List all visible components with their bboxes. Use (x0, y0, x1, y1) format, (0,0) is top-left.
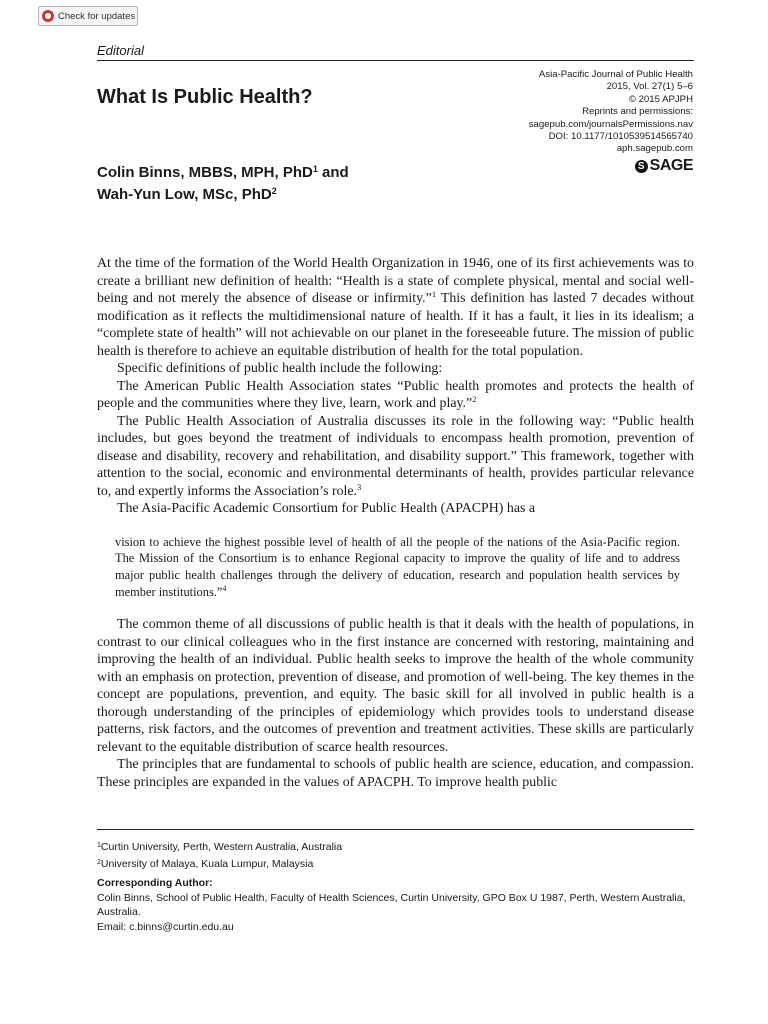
affiliation-2-text: University of Malaya, Kuala Lumpur, Malaysia (100, 858, 314, 870)
affiliation-2-ref: 2 (97, 859, 101, 866)
corresponding-author-email[interactable]: Email: c.binns@curtin.edu.au (97, 920, 234, 933)
block-quote-text: vision to achieve the highest possible level of health of all the people of the nations of the Asia-Pacific region. The Mission of the Consortium is to enhance Regional capacity to improve the quality of life and to address major public health challenges through the delivery of education, research and population health services by member institutions.” (115, 534, 680, 599)
sage-mark-icon: S (635, 160, 648, 173)
paragraph-2: Specific definitions of public health include the following: (117, 361, 443, 376)
paragraph-1-text-a: At the time of the formation of the World Health Organization in 1946, one of its first achievements was to create a brilliant new definition of health: “Health is a state of complete physical, mental and social well-being and not merely the absence of disease or infirmity.” (97, 256, 694, 306)
affiliations (97, 838, 342, 872)
citation-4: 4 (222, 583, 227, 593)
author-list (97, 160, 349, 204)
citation-2: 2 (472, 394, 477, 404)
paragraph-4 (97, 413, 694, 501)
article-title: What Is Public Health? (97, 86, 313, 108)
journal-volume: 2015, Vol. 27(1) 5–6 (606, 81, 693, 93)
author-line-2 (97, 182, 349, 204)
affiliation-2 (97, 855, 342, 872)
check-for-updates-label: Check for updates (58, 10, 136, 22)
affiliation-1 (97, 838, 342, 855)
paragraph-3-text: The American Public Health Association states “Public health promotes and protects the health of people and the communities where they live, learn, work and play.” (97, 378, 694, 411)
corresponding-author-label: Corresponding Author: (97, 877, 213, 889)
author-2-name: Wah-Yun Low, MSc, PhD (97, 186, 272, 203)
journal-info (529, 69, 693, 156)
citation-3: 3 (357, 481, 362, 492)
paragraph-3 (97, 378, 694, 413)
block-quote (115, 534, 680, 601)
author-2-affiliation-ref: 2 (271, 186, 277, 196)
journal-name: Asia-Pacific Journal of Public Health (538, 69, 693, 80)
sage-logo (635, 157, 693, 175)
corresponding-author (97, 876, 694, 934)
author-1-name: Colin Binns, MBBS, MPH, PhD (97, 164, 313, 181)
header-divider (97, 60, 694, 61)
permissions-link[interactable]: sagepub.com/journalsPermissions.nav (528, 118, 693, 130)
article-body (97, 255, 694, 791)
doi-text: DOI: 10.1177/1010539514565740 (548, 131, 693, 143)
paragraph-5: The Asia-Pacific Academic Consortium for Public Health (APACPH) has a (117, 501, 536, 516)
paragraph-4-text: The Public Health Association of Australia discusses its role in the following way: “Public health includes, but goes beyond the treatment of individuals to encompass health promotion, prevention of disease and disability, recovery and rehabilitation, and disability support.” This framework, together with attention to the social, economic and environmental determinants of health, provides particular relevance to, and expertly informs the Association’s role. (97, 413, 694, 499)
journal-site-link[interactable]: aph.sagepub.com (616, 143, 693, 155)
paragraph-6: The common theme of all discussions of public health is that it deals with the health of populations, in contrast to our clinical colleagues who in the first instance are concerned with restoring, maintaining and improving the health of an individual. Public health seeks to improve the health of the whole community with an emphasis on protection, prevention of disease, and promotion of well-being. The key themes in the concept are populations, prevention, and equity. The basic skill for all involved in public health is a thorough understanding of the principles of epidemiology which provides tools to understand disease patterns, risk factors, and the outcomes of prevention and treatment activities. These skills are particularly relevant to the equitable distribution of scarce health resources. (97, 617, 694, 755)
paragraph-1-text-b: This definition has lasted 7 decades without modification as it reflects the multidimensional nature of health. If it has a fault, it lies in its idealism; a “complete state of health” will not achievable on our planet in the foreseeable future. The mission of public health is therefore to achieve an equitable distribution of health for the total population. (97, 291, 694, 359)
citation-1: 1 (431, 289, 437, 299)
section-label: Editorial (97, 43, 144, 58)
author-joiner: and (317, 164, 349, 181)
paragraph-7: The principles that are fundamental to schools of public health are science, education, and compassion. These principles are expanded in the values of APACPH. To improve health public (97, 757, 694, 790)
author-line-1 (97, 160, 349, 182)
author-1-affiliation-ref: 1 (312, 164, 318, 174)
reprints-label: Reprints and permissions: (582, 106, 693, 118)
crossmark-icon (42, 10, 54, 22)
paragraph-1 (97, 255, 694, 360)
corresponding-author-address: Colin Binns, School of Public Health, Faculty of Health Sciences, Curtin University, GPO Box U 1987, Perth, Western Australia, Australia. (97, 891, 686, 918)
journal-copyright: © 2015 APJPH (628, 93, 693, 105)
sage-wordmark: SAGE (649, 157, 693, 174)
affiliation-1-ref: 1 (97, 842, 101, 849)
footnote-divider (97, 829, 694, 830)
affiliation-1-text: Curtin University, Perth, Western Australia, Australia (100, 841, 343, 853)
check-for-updates-button[interactable] (38, 6, 138, 26)
